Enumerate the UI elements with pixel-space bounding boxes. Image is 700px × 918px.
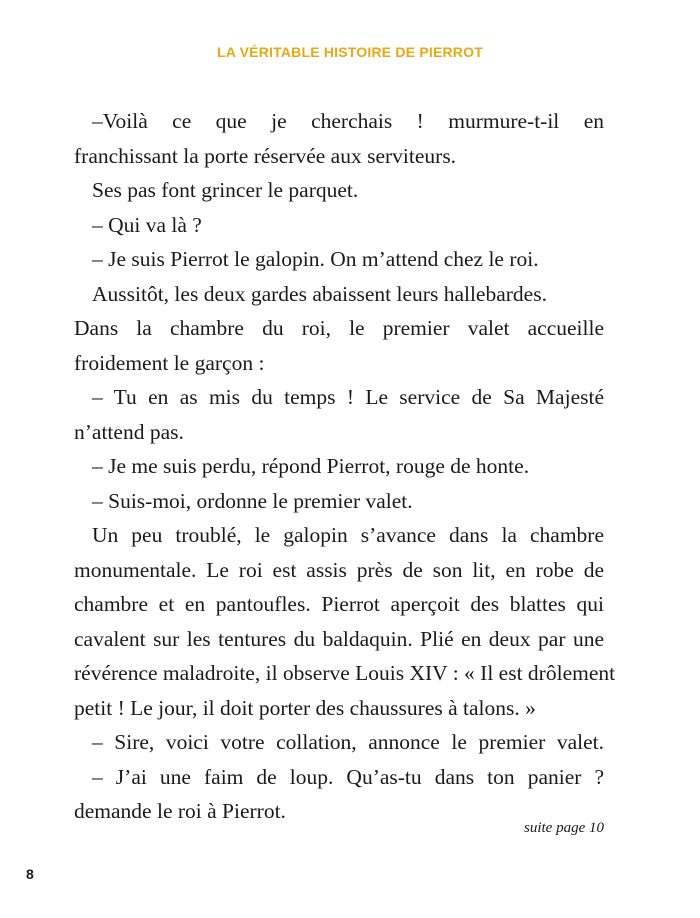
text-line: Dans la chambre du roi, le premier valet accueille [74, 316, 604, 340]
text-line: monumentale. Le roi est assis près de son lit, en robe de [74, 557, 604, 582]
text-line: –Voilà ce que je cherchais ! murmure-t-il en [92, 109, 604, 133]
running-title: LA VÉRITABLE HISTOIRE DE PIERROT [217, 44, 483, 60]
continuation-note: suite page 10 [524, 820, 604, 836]
text-line: chambre et en pantoufles. Pierrot aperçoit des blattes qui [74, 592, 604, 616]
page-number: 8 [26, 866, 34, 882]
text-line: demande le roi à Pierrot. [74, 799, 286, 823]
text-line: Aussitôt, les deux gardes abaissent leurs hallebardes. [92, 281, 547, 306]
text-line: – Sire, voici votre collation, annonce le premier valet. [92, 730, 604, 754]
body-text [74, 104, 616, 829]
text-line: n’attend pas. [74, 419, 184, 444]
text-line: – Tu en as mis du temps ! Le service de Sa Majesté [92, 385, 604, 409]
text-line: petit ! Le jour, il doit porter des chaussures à talons. » [74, 695, 536, 720]
text-line: Ses pas font grincer le parquet. [92, 178, 359, 202]
text-line: – Je me suis perdu, répond Pierrot, rouge de honte. [92, 454, 530, 478]
text-line: – J’ai une faim de loup. Qu’as-tu dans ton panier ? [92, 764, 604, 789]
text-line: Un peu troublé, le galopin s’avance dans la chambre [92, 523, 604, 547]
text-line: – Suis-moi, ordonne le premier valet. [92, 488, 413, 513]
text-line: froidement le garçon : [74, 350, 265, 375]
text-line: franchissant la porte réservée aux serviteurs. [74, 143, 457, 168]
text-line: – Je suis Pierrot le galopin. On m’attend chez le roi. [92, 247, 539, 271]
text-line: révérence maladroite, il observe Louis XIV : « Il est drôlement [74, 661, 616, 685]
text-line: – Qui va là ? [92, 212, 202, 237]
text-line: cavalent sur les tentures du baldaquin. Plié en deux par une [74, 626, 604, 651]
